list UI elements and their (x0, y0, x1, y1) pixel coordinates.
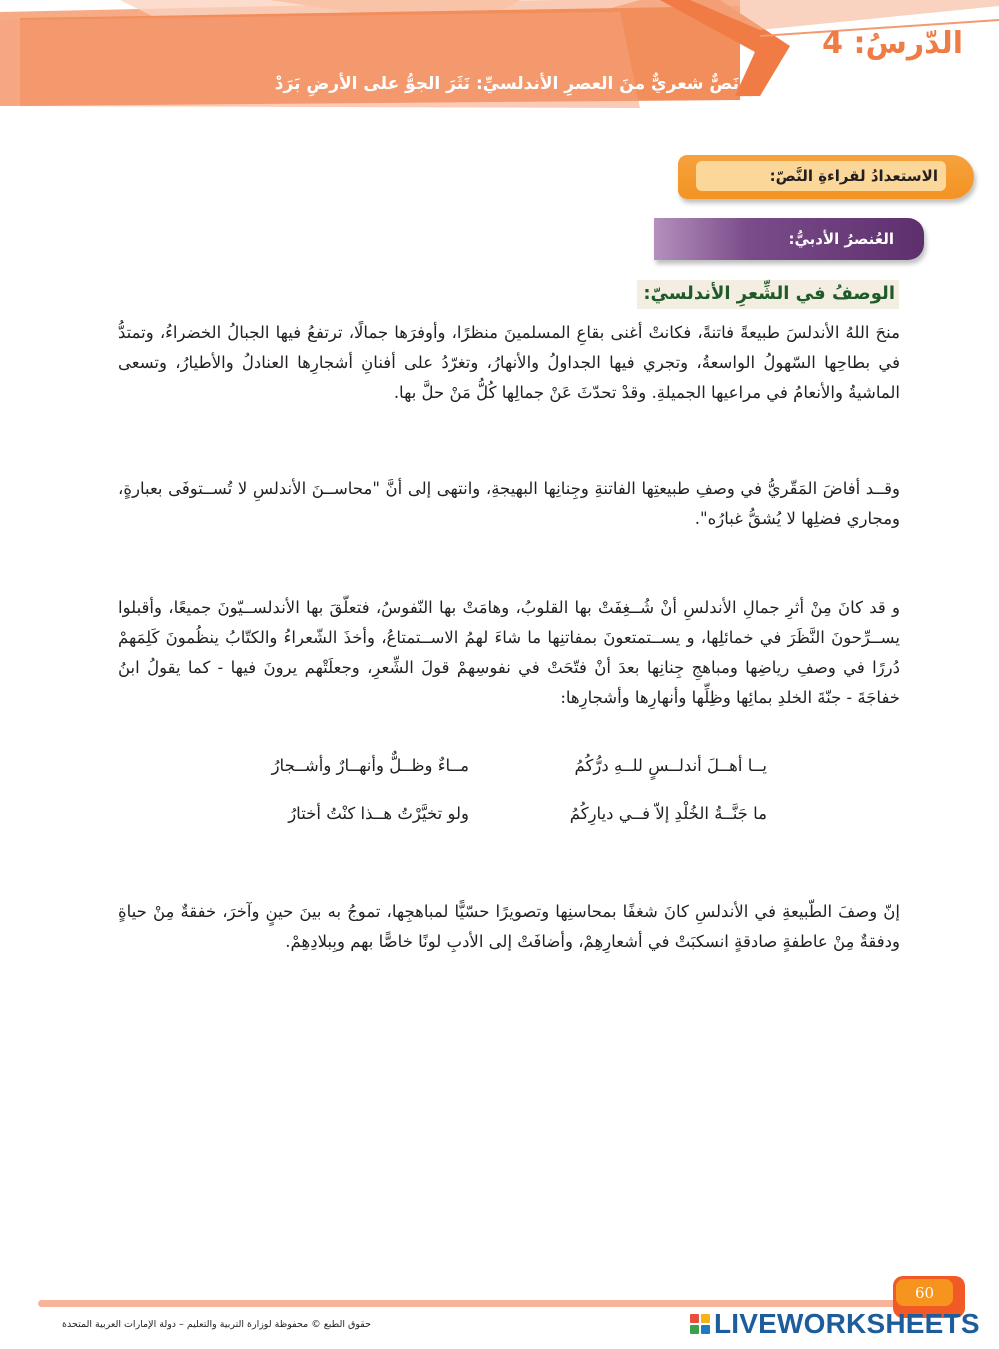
verse-1-second-hemistich: مــاءٌ وظــلٌّ وأنهــارٌ وأشــجارُ (271, 756, 469, 775)
lesson-subtitle: نَصٌّ شعريٌّ منَ العصرِ الأندلسيِّ: نَثَرَ الجوُّ على الأرضِ بَرَدْ (274, 74, 739, 94)
lesson-title: الدّرسُ: 4 (822, 26, 963, 61)
header-banner (0, 0, 999, 140)
preparation-banner (678, 155, 974, 199)
logo-grid-icon (690, 1314, 710, 1334)
liveworksheets-logo[interactable] (690, 1309, 980, 1339)
copyright-notice: حقوق الطبع © محفوظة لوزارة التربية والتعليم – دولة الإمارات العربية المتحدة (62, 1319, 371, 1330)
page-number: 60 (896, 1279, 953, 1306)
verse-2-second-hemistich: ولو تخيَّرْتُ هــذا كنْتُ أختارُ (288, 804, 469, 823)
verse-2-first-hemistich: ما جَنَّــةُ الخُلْدِ إلاّ فــي ديارِكُمُ (569, 804, 767, 823)
preparation-label: الاستعدادُ لقراءةِ النَّصّ: (769, 167, 938, 185)
logo-text: LIVEWORKSHEETS (714, 1308, 980, 1339)
paragraph-3: و قد كانَ مِنْ أثرِ جمالِ الأندلسِ أنْ شُــغِفَتْ بها القلوبُ، وهامَتْ بها النّفوسُ، فتعلّقَ بها الأندلســيّونَ جميعًا، وأقبلوا يســرِّحونَ النَّظَرَ في خمائلِها، و يســتمتعونَ بمفاتنِها ما شاءَ لهمُ الاســتمتاعُ، وأخذَ الشّعراءُ والكتّابُ ينظُمونَ كَلِمَهمْ دُررًا في وصفِ رياضِها ومباهجِ جِنانِها بعدَ أنْ فتّحَتْ في نفوسِهمْ قولَ الشِّعرِ، وجعلَتْهم يرونَ فيها - كما يقولُ ابنُ خفاجَةَ - جنّةَ الخلدِ بمائِها وظِلِّها وأنهارِها وأشجارِها: (118, 598, 900, 707)
paragraph-2: وقــد أفاضَ المَقّريُّ في وصفِ طبيعتِها الفاتنةِ وجِنانِها البهيجةِ، وانتهى إلى أنَّ "محاســنَ الأندلسِ لا تُســتوفَى بعبارةٍ، ومجاري فضلِها لا يُشقُّ غبارُه". (118, 479, 900, 528)
paragraph-4: إنّ وصفَ الطّبيعةِ في الأندلسِ كانَ شغفًا بمحاسنِها وتصويرًا حسّيًّا لمباهجِها، تموجُ به بينَ حينٍ وآخرَ، خفقةٌ مِنْ حياةٍ ودفقةٌ مِنْ عاطفةٍ صادقةٍ انسكبَتْ في أشعارِهِمْ، وأضافَتْ إلى الأدبِ لونًا خاصًّا بهم وبِبلادِهِمْ. (118, 902, 900, 951)
verse-1-first-hemistich: يــا أهــلَ أندلــسٍ للــهِ درُّكُمُ (574, 756, 767, 775)
footer-bar (38, 1300, 913, 1307)
literary-element-banner (654, 218, 924, 260)
section-heading: الوصفُ في الشِّعرِ الأندلسيّ: (637, 280, 899, 309)
paragraph-1: منحَ اللهُ الأندلسَ طبيعةً فاتنةً، فكانتْ أغنى بقاعِ المسلمينَ منظرًا، وأوفرَها جمالًا، ترتفعُ فيها الجبالُ الخضراءُ، وتمتدُّ في بطاحِها السّهولُ الواسعةُ، وتجري فيها الجداولُ والأنهارُ، وتغرّدُ على أفنانِ أشجارِها العنادلُ والأطيارُ، وتسعى الماشيةُ والأنعامُ في مراعيها الجميلةِ. وقدْ تحدّثَ عَنْ جمالِها كُلُّ مَنْ حلَّ بها. (118, 323, 900, 402)
literary-element-label: العُنصرُ الأدبيُّ: (788, 230, 894, 248)
